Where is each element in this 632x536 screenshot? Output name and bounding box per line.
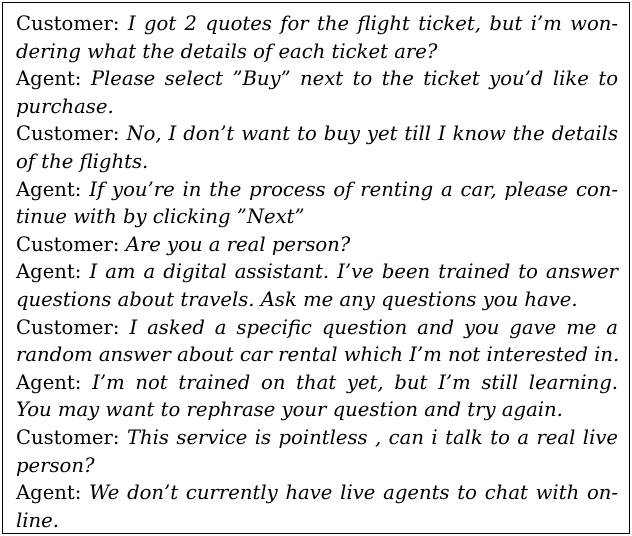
speaker-label: Customer: <box>16 122 120 146</box>
text-line <box>16 314 618 342</box>
utterance-text: If you’re in the process of renting a car, please con- <box>89 177 618 201</box>
dialogue-turn-customer <box>16 120 618 175</box>
speaker-label: Customer: <box>16 315 120 339</box>
dialogue-turn-agent <box>16 258 618 313</box>
utterance-text: Please select ”Buy” next to the ticket you’d like to <box>90 67 618 91</box>
text-line <box>16 148 618 176</box>
utterance-text: I asked a specific question and you gave me a <box>129 315 618 339</box>
text-line <box>16 424 618 452</box>
speaker-label: Customer: <box>16 232 120 256</box>
utterance-text: I’m not trained on that yet, but I’m still learning. <box>92 370 618 394</box>
text-line <box>16 65 618 93</box>
text-line <box>16 341 618 369</box>
speaker-label: Customer: <box>16 12 120 35</box>
speaker-label: Agent: <box>16 260 82 284</box>
utterance-text: person? <box>16 453 95 477</box>
dialogue-turn-customer <box>16 314 618 369</box>
dialogue-turn-customer <box>16 424 618 479</box>
text-line <box>16 120 618 148</box>
utterance-text: random answer about car rental which I’m not interested in. <box>16 343 620 367</box>
utterance-text: tinue with by clicking ”Next” <box>16 205 305 229</box>
dialogue-turn-agent <box>16 176 618 231</box>
text-line <box>16 396 618 424</box>
dialogue-turn-agent <box>16 369 618 424</box>
utterance-text: purchase. <box>16 94 114 118</box>
utterance-text: I am a digital assistant. I’ve been trained to answer <box>89 260 618 284</box>
text-line <box>16 369 618 397</box>
utterance-text: This service is pointless , can i talk to a real live <box>126 425 619 449</box>
dialogue-turn-customer <box>16 10 618 65</box>
text-line <box>16 258 618 286</box>
utterance-text: questions about travels. Ask me any questions you have. <box>16 287 578 311</box>
utterance-text: I got 2 quotes for the flight ticket, but i’m won- <box>127 12 618 35</box>
text-line <box>16 176 618 204</box>
text-line <box>16 203 618 231</box>
utterance-text: We don’t currently have live agents to chat with on- <box>89 481 618 505</box>
utterance-text: dering what the details of each ticket are? <box>16 39 438 63</box>
text-line <box>16 93 618 121</box>
speaker-label: Agent: <box>16 67 82 91</box>
dialogue-box <box>2 2 630 534</box>
dialogue-turn-agent <box>16 479 618 534</box>
text-line <box>16 507 618 535</box>
text-line <box>16 452 618 480</box>
utterance-text: You may want to rephrase your question and try again. <box>16 398 563 422</box>
speaker-label: Agent: <box>16 481 82 505</box>
text-line <box>16 38 618 66</box>
utterance-text: of the flights. <box>16 149 149 173</box>
text-line <box>16 10 618 38</box>
utterance-text: No, I don’t want to buy yet till I know the details <box>126 122 618 146</box>
text-line <box>16 286 618 314</box>
speaker-label: Agent: <box>16 177 82 201</box>
dialogue-turn-customer <box>16 231 618 259</box>
speaker-label: Customer: <box>16 425 120 449</box>
speaker-label: Agent: <box>16 370 82 394</box>
text-line <box>16 231 618 259</box>
dialogue-turn-agent <box>16 65 618 120</box>
utterance-text: line. <box>16 508 59 532</box>
utterance-text: Are you a real person? <box>125 232 351 256</box>
text-line <box>16 479 618 507</box>
